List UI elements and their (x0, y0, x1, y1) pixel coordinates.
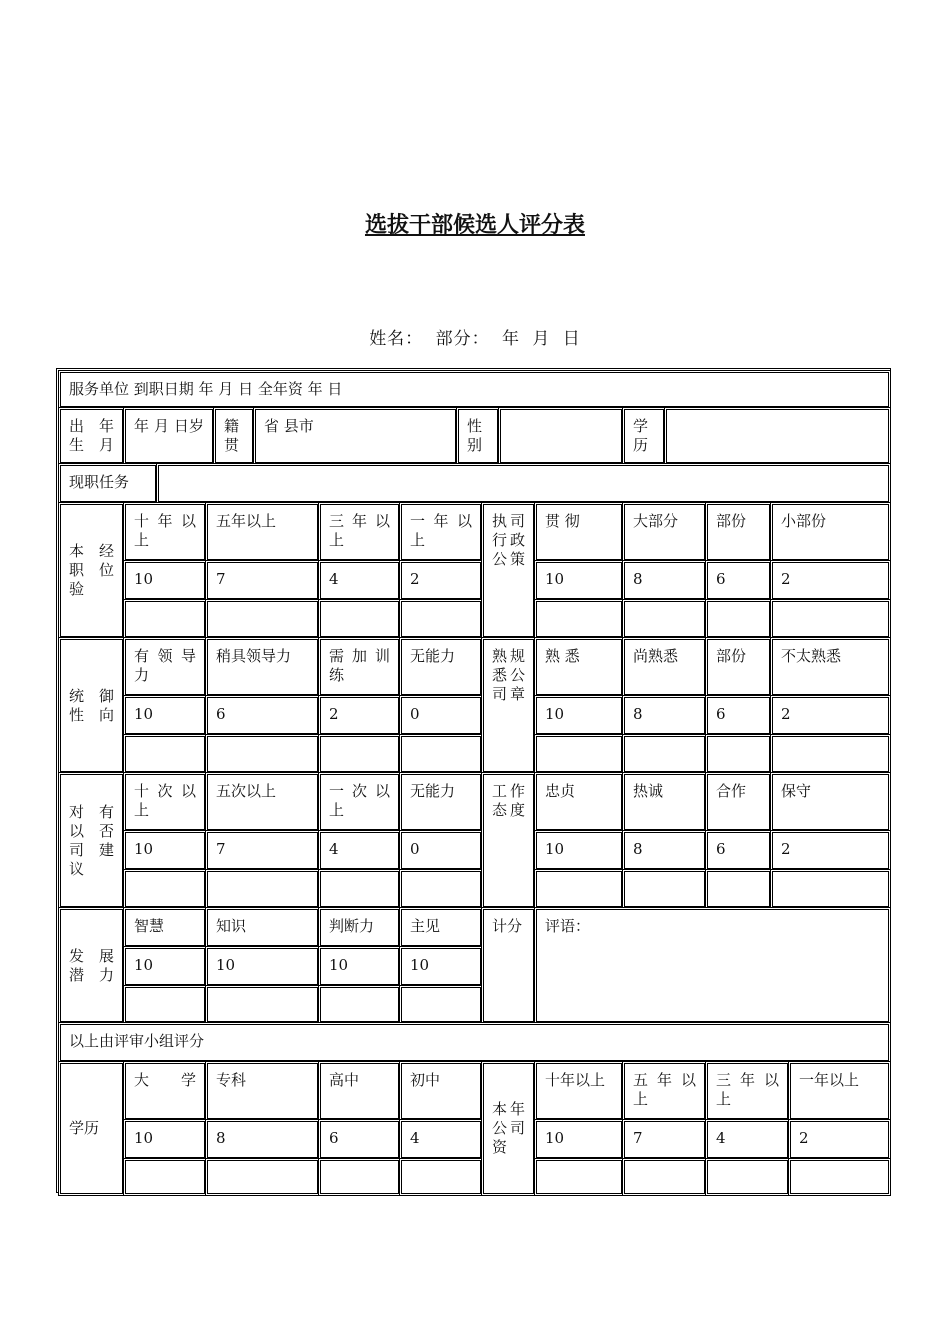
regulations-score: 6 (705, 695, 772, 736)
potential-score: 10 (205, 946, 320, 987)
policy-score: 6 (705, 560, 772, 601)
attitude-option: 忠贞 (534, 772, 624, 832)
seniority-label: 本年公司资 (481, 1061, 536, 1196)
experience-option: 五年以上 (205, 502, 320, 562)
regulations-option: 熟 悉 (534, 637, 624, 697)
potential-option: 智慧 (123, 907, 207, 948)
leadership-score: 10 (123, 695, 207, 736)
education-option: 专科 (205, 1061, 320, 1121)
policy-option: 贯 彻 (534, 502, 624, 562)
seniority-option: 十年以上 (534, 1061, 624, 1121)
regulations-score: 10 (534, 695, 624, 736)
seniority-input[interactable] (705, 1158, 790, 1196)
suggestions-input[interactable] (318, 869, 401, 909)
education-input[interactable] (123, 1158, 207, 1196)
total-score-label: 计分 (481, 907, 536, 1024)
potential-input[interactable] (399, 985, 483, 1024)
policy-input[interactable] (534, 599, 624, 639)
leadership-label: 统 御性向 (58, 637, 125, 774)
suggestions-score: 0 (399, 830, 483, 871)
education-option: 大 学 (123, 1061, 207, 1121)
regulations-input[interactable] (622, 734, 707, 774)
education-input[interactable] (399, 1158, 483, 1196)
attitude-score: 6 (705, 830, 772, 871)
suggestions-option: 十 次 以上 (123, 772, 207, 832)
policy-label: 执司行政公策 (481, 502, 536, 639)
potential-option: 判断力 (318, 907, 401, 948)
leadership-option: 稍具领导力 (205, 637, 320, 697)
experience-score: 2 (399, 560, 483, 601)
seniority-input[interactable] (788, 1158, 891, 1196)
seniority-option: 一年以上 (788, 1061, 891, 1121)
committee-note: 以上由评审小组评分 (58, 1022, 891, 1063)
leadership-score: 2 (318, 695, 401, 736)
suggestions-option: 一 次 以上 (318, 772, 401, 832)
education-option: 高中 (318, 1061, 401, 1121)
education-score: 6 (318, 1119, 401, 1160)
attitude-input[interactable] (534, 869, 624, 909)
gender-label: 性别 (456, 407, 500, 465)
current-duty-label: 现职任务 (58, 463, 158, 504)
attitude-option: 热诚 (622, 772, 707, 832)
experience-option: 十 年 以上 (123, 502, 207, 562)
education-option: 初中 (399, 1061, 483, 1121)
regulations-option: 不太熟悉 (770, 637, 891, 697)
experience-input[interactable] (205, 599, 320, 639)
experience-label: 本 经职 位验 (58, 502, 125, 639)
policy-score: 2 (770, 560, 891, 601)
education-section-label: 学历 (58, 1061, 125, 1196)
education-score: 10 (123, 1119, 207, 1160)
attitude-label: 工作态度 (481, 772, 536, 909)
seniority-score: 7 (622, 1119, 707, 1160)
attitude-option: 保守 (770, 772, 891, 832)
leadership-option: 需 加 训练 (318, 637, 401, 697)
regulations-score: 2 (770, 695, 891, 736)
suggestions-option: 无能力 (399, 772, 483, 832)
attitude-input[interactable] (622, 869, 707, 909)
leadership-input[interactable] (399, 734, 483, 774)
policy-score: 10 (534, 560, 624, 601)
potential-input[interactable] (123, 985, 207, 1024)
regulations-input[interactable] (534, 734, 624, 774)
regulations-input[interactable] (770, 734, 891, 774)
education-label: 学历 (622, 407, 666, 465)
experience-input[interactable] (123, 599, 207, 639)
education-score: 8 (205, 1119, 320, 1160)
experience-option: 三 年 以上 (318, 502, 401, 562)
suggestions-input[interactable] (399, 869, 483, 909)
regulations-option: 尚熟悉 (622, 637, 707, 697)
seniority-option: 三 年 以上 (705, 1061, 790, 1121)
current-duty-field[interactable] (156, 463, 891, 504)
potential-score: 10 (123, 946, 207, 987)
education-score: 4 (399, 1119, 483, 1160)
potential-input[interactable] (318, 985, 401, 1024)
policy-option: 部份 (705, 502, 772, 562)
regulations-label: 熟规悉公司章 (481, 637, 536, 774)
birth-date-field[interactable]: 年 月 日岁 (123, 407, 215, 465)
origin-label: 籍贯 (213, 407, 255, 465)
attitude-score: 8 (622, 830, 707, 871)
attitude-score: 10 (534, 830, 624, 871)
regulations-score: 8 (622, 695, 707, 736)
seniority-input[interactable] (622, 1158, 707, 1196)
service-row: 服务单位 到职日期 年 月 日 全年资 年 日 (58, 370, 891, 409)
leadership-score: 6 (205, 695, 320, 736)
experience-option: 一 年 以上 (399, 502, 483, 562)
suggestions-score: 4 (318, 830, 401, 871)
form-title: 选拔干部候选人评分表 (364, 213, 585, 238)
seniority-score: 10 (534, 1119, 624, 1160)
suggestions-label: 对 有以 否司 建议 (58, 772, 125, 909)
suggestions-score: 7 (205, 830, 320, 871)
attitude-score: 2 (770, 830, 891, 871)
potential-option: 知识 (205, 907, 320, 948)
suggestions-input[interactable] (205, 869, 320, 909)
potential-score: 10 (318, 946, 401, 987)
birth-label: 出 年生月 (58, 407, 125, 465)
potential-label: 发 展潜力 (58, 907, 125, 1024)
gender-field[interactable] (498, 407, 624, 465)
experience-input[interactable] (399, 599, 483, 639)
attitude-option: 合作 (705, 772, 772, 832)
suggestions-score: 10 (123, 830, 207, 871)
leadership-input[interactable] (123, 734, 207, 774)
experience-score: 10 (123, 560, 207, 601)
suggestions-input[interactable] (123, 869, 207, 909)
seniority-input[interactable] (534, 1158, 624, 1196)
policy-option: 小部份 (770, 502, 891, 562)
attitude-input[interactable] (705, 869, 772, 909)
policy-option: 大部分 (622, 502, 707, 562)
policy-score: 8 (622, 560, 707, 601)
origin-field[interactable]: 省 县市 (253, 407, 458, 465)
attitude-input[interactable] (770, 869, 891, 909)
education-input[interactable] (318, 1158, 401, 1196)
header-line: 姓名： 部分： 年 月 日 (369, 329, 581, 349)
policy-input[interactable] (705, 599, 772, 639)
regulations-option: 部份 (705, 637, 772, 697)
seniority-score: 2 (788, 1119, 891, 1160)
education-input[interactable] (205, 1158, 320, 1196)
experience-score: 4 (318, 560, 401, 601)
seniority-option: 五 年 以上 (622, 1061, 707, 1121)
leadership-input[interactable] (205, 734, 320, 774)
policy-input[interactable] (622, 599, 707, 639)
leadership-option: 有 领 导力 (123, 637, 207, 697)
regulations-input[interactable] (705, 734, 772, 774)
potential-score: 10 (399, 946, 483, 987)
education-field[interactable] (664, 407, 891, 465)
potential-option: 主见 (399, 907, 483, 948)
leadership-input[interactable] (318, 734, 401, 774)
experience-score: 7 (205, 560, 320, 601)
potential-input[interactable] (205, 985, 320, 1024)
leadership-option: 无能力 (399, 637, 483, 697)
seniority-score: 4 (705, 1119, 790, 1160)
policy-input[interactable] (770, 599, 891, 639)
comment-field[interactable]: 评语： (534, 907, 891, 1024)
experience-input[interactable] (318, 599, 401, 639)
leadership-score: 0 (399, 695, 483, 736)
suggestions-option: 五次以上 (205, 772, 320, 832)
